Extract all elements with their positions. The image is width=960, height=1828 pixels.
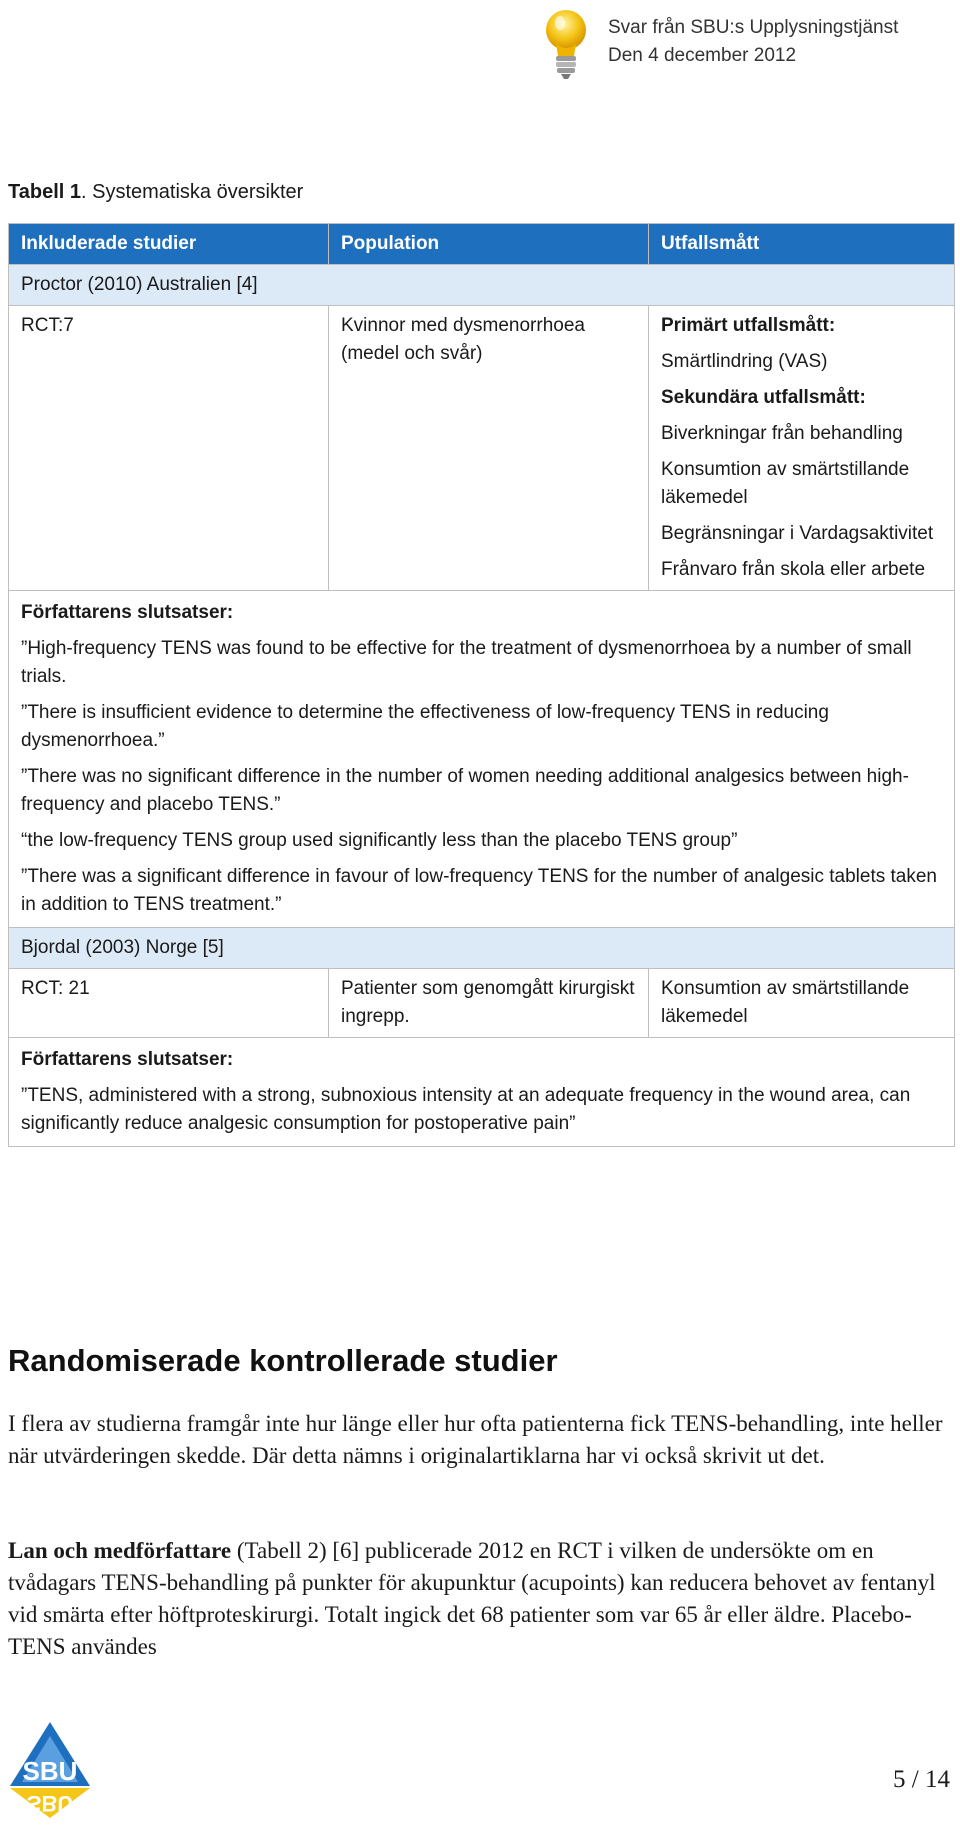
study-conclusions-row: [9, 1038, 955, 1147]
conclusion-quote: ”TENS, administered with a strong, subnoxious intensity at an adequate frequency in the wound area, can significantly reduce analgesic consumption for postoperative pain”: [21, 1085, 911, 1134]
study-title-row: [9, 265, 955, 306]
study-outcome: Konsumtion av smärtstillande läkemedel: [649, 969, 955, 1038]
study-detail-row: [9, 969, 955, 1038]
table-caption-text: . Systematiska översikter: [81, 181, 304, 203]
study-conclusions: [9, 1038, 955, 1147]
header-date: Den 4 december 2012: [608, 45, 797, 66]
conclusion-quote: ”High-frequency TENS was found to be effective for the treatment of dysmenorrhoea by a number of small trials.: [21, 638, 912, 687]
primary-outcome: Smärtlindring (VAS): [661, 351, 828, 372]
column-header-population: Population: [329, 224, 649, 265]
lightbulb-icon: [538, 6, 594, 82]
body-paragraph-lead: Lan och medförfattare: [8, 1538, 232, 1563]
table-caption: [8, 181, 303, 204]
conclusion-quote: “the low-frequency TENS group used significantly less than the placebo TENS group”: [21, 830, 738, 851]
systematic-reviews-table: [8, 223, 955, 1147]
secondary-outcome: Konsumtion av smärtstillande läkemedel: [661, 459, 910, 508]
header-service-name: Svar från SBU:s Upplysningstjänst: [608, 17, 899, 38]
primary-outcome-label: Primärt utfallsmått:: [661, 315, 836, 336]
conclusions-label: Författarens slutsatser:: [21, 1049, 234, 1070]
secondary-outcome: Biverkningar från behandling: [661, 423, 903, 444]
study-conclusions: [9, 591, 955, 928]
logo-text: SBU: [22, 1756, 78, 1786]
study-title-row: [9, 928, 955, 969]
body-paragraph-text: (Tabell 2) [6] publicerade 2012 en RCT i vilken de undersökte om en tvådagars TENS-behandling på punkter för akupunktur (acupoints) kan reducera behovet av fentanyl vid smärta efter höftproteskirurgi. Totalt ingick det 68 patienter som var 65 år eller äldre. Placebo-TENS användes: [8, 1538, 936, 1659]
study-conclusions-row: [9, 591, 955, 928]
conclusion-quote: ”There was a significant difference in favour of low-frequency TENS for the number of analgesic tablets taken in addition to TENS treatment.”: [21, 866, 937, 915]
secondary-outcome: Frånvaro från skola eller arbete: [661, 559, 926, 580]
page-number: 5 / 14: [893, 1766, 950, 1793]
sbu-logo-icon: [8, 1720, 92, 1820]
conclusions-label: Författarens slutsatser:: [21, 602, 234, 623]
page-header: [538, 6, 938, 86]
study-population: Kvinnor med dysmenorrhoea (medel och svår): [329, 306, 649, 591]
secondary-outcome: Begränsningar i Vardagsaktivitet: [661, 523, 934, 544]
logo-text-reflection: SBU: [26, 1791, 74, 1816]
section-heading: Randomiserade kontrollerade studier: [8, 1343, 558, 1378]
study-population: Patienter som genomgått kirurgiskt ingrepp.: [329, 969, 649, 1038]
secondary-outcome-label: Sekundära utfallsmått:: [661, 387, 866, 408]
study-design: RCT:7: [9, 306, 329, 591]
body-paragraph: I flera av studierna framgår inte hur länge eller hur ofta patienterna fick TENS-behandling, inte heller när utvärderingen skedde. Där detta nämns i originalartiklarna har vi också skrivit ut det.: [8, 1411, 943, 1468]
header-text: [608, 14, 898, 70]
study-outcomes: [649, 306, 955, 591]
study-design: RCT: 21: [9, 969, 329, 1038]
study-detail-row: [9, 306, 955, 591]
column-header-studies: Inkluderade studier: [9, 224, 329, 265]
study-title: Bjordal (2003) Norge [5]: [9, 928, 955, 969]
body-paragraph: [8, 1535, 948, 1663]
table-caption-number: Tabell 1: [8, 181, 81, 203]
table-header-row: [9, 224, 955, 265]
conclusion-quote: ”There was no significant difference in the number of women needing additional analgesics between high-frequency and placebo TENS.”: [21, 766, 909, 815]
column-header-outcomes: Utfallsmått: [649, 224, 955, 265]
conclusion-quote: ”There is insufficient evidence to determine the effectiveness of low-frequency TENS in reducing dysmenorrhoea.”: [21, 702, 829, 751]
study-title: Proctor (2010) Australien [4]: [9, 265, 955, 306]
